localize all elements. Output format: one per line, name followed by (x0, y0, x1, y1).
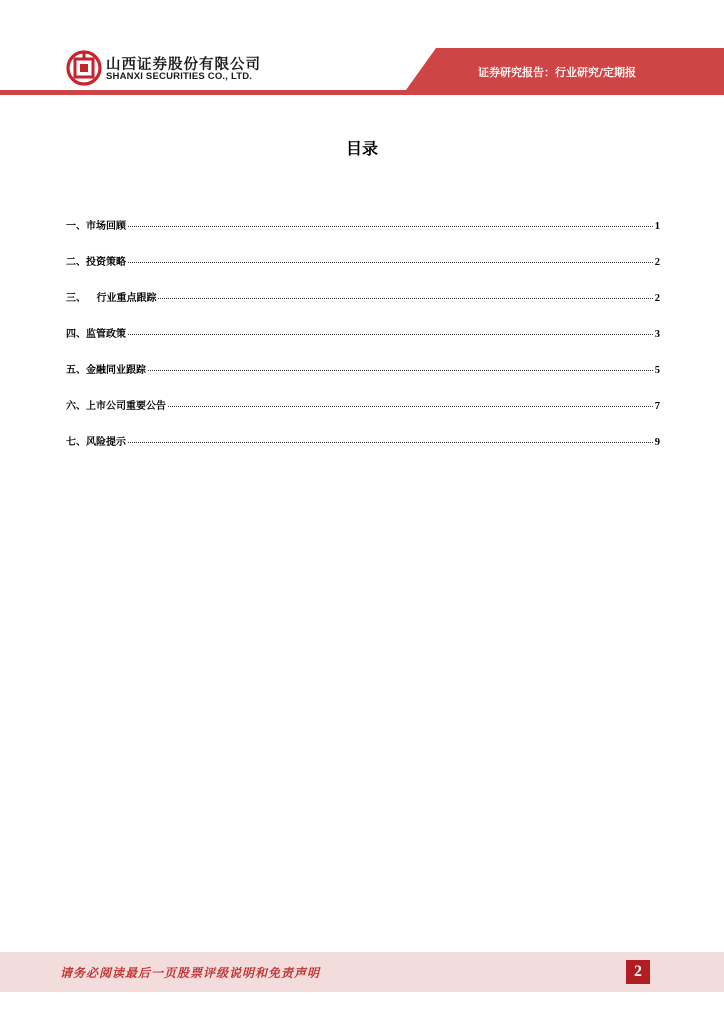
toc-entry-page: 3 (654, 329, 660, 340)
toc-entry[interactable] (66, 361, 660, 397)
toc-entry[interactable] (66, 433, 660, 469)
toc-dot-leader (128, 442, 653, 443)
toc-dot-leader (158, 298, 652, 299)
toc-entry-page: 2 (654, 293, 660, 304)
disclaimer-notice: 请务必阅读最后一页股票评级说明和免责声明 (60, 966, 321, 980)
toc-entry[interactable] (66, 217, 660, 253)
toc-entry-label: 一、市场回顾 (66, 221, 126, 232)
toc-entry-label: 三、 行业重点跟踪 (66, 293, 157, 304)
company-name-en: SHANXI SECURITIES CO., LTD. (106, 71, 253, 82)
toc-entry[interactable] (66, 253, 660, 289)
toc-dot-leader (128, 334, 653, 335)
toc-entry-label: 七、风险提示 (66, 437, 126, 448)
toc-title: 目录 (345, 139, 378, 158)
page-header (0, 0, 724, 96)
toc-entry-page: 5 (654, 365, 660, 376)
toc-entry-page: 7 (654, 401, 660, 412)
shanxi-securities-logo-icon (66, 50, 102, 86)
toc-entry-label: 六、上市公司重要公告 (66, 401, 166, 412)
toc-entry[interactable] (66, 325, 660, 361)
toc-entry-label: 五、金融同业跟踪 (66, 365, 146, 376)
toc-entry-page: 2 (654, 257, 660, 268)
toc-dot-leader (168, 406, 653, 407)
toc-entry-label: 二、投资策略 (66, 257, 126, 268)
toc-dot-leader (128, 226, 653, 227)
toc-entry[interactable] (66, 397, 660, 433)
page-number: 2 (626, 960, 650, 984)
toc-dot-leader (128, 262, 653, 263)
table-of-contents (66, 217, 660, 469)
company-name-cn: 山西证券股份有限公司 (106, 57, 261, 73)
page-footer (0, 952, 724, 992)
toc-entry[interactable] (66, 289, 660, 325)
toc-entry-label: 四、监管政策 (66, 329, 126, 340)
report-type: 证券研究报告：行业研究/定期报 (478, 66, 637, 79)
toc-entry-page: 1 (654, 221, 660, 232)
toc-dot-leader (148, 370, 653, 371)
toc-entry-page: 9 (654, 437, 660, 448)
